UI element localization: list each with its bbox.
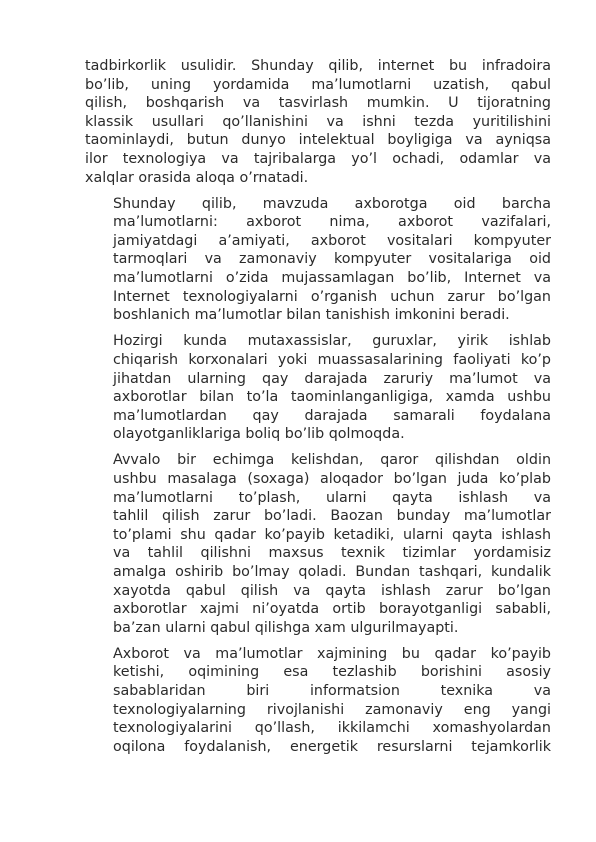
text-line: tahlil qilish zarur bo’ladi. Baozan bunday ma’lumotlar bbox=[113, 508, 551, 525]
text-line: Shunday qilib, mavzuda axborotga oid barcha bbox=[113, 195, 551, 212]
text-line: tarmoqlari va zamonaviy kompyuter vositalariga oid bbox=[113, 251, 551, 268]
text-line: Axborot va ma’lumotlar xajmining bu qadar ko’payib bbox=[113, 645, 551, 662]
text-line: Internet texnologiyalarni o’rganish uchun zarur bo’lgan bbox=[113, 288, 551, 305]
text-line: jamiyatdagi a’amiyati, axborot vositalari kompyuter bbox=[113, 232, 551, 249]
text-line: chiqarish korxonalari yoki muassasalarining faoliyati ko’p bbox=[113, 351, 551, 368]
text-line: jihatdan ularning qay darajada zaruriy ma’lumot va bbox=[113, 370, 551, 387]
text-line: axborotlar bilan to’la taominlanganligiga, xamda ushbu bbox=[113, 389, 551, 406]
text-line: oqilona foydalanish, energetik resurslarni tejamkorlik bbox=[113, 738, 551, 755]
text-line: taominlaydi, butun dunyo intelektual boyligiga va ayniqsa bbox=[85, 132, 551, 149]
text-line: va tahlil qilishni maxsus texnik tizimlar yordamisiz bbox=[113, 545, 551, 562]
text-line: to’plami shu qadar ko’payib ketadiki, ularni qayta ishlash bbox=[113, 526, 551, 543]
paragraph bbox=[85, 57, 551, 187]
paragraph bbox=[85, 451, 551, 637]
text-line: texnologiyalarini qo’llash, ikkilamchi xomashyolardan bbox=[113, 720, 551, 737]
text-line: bo’lib, uning yordamida ma’lumotlarni uzatish, qabul bbox=[85, 76, 551, 93]
text-line: qilish, boshqarish va tasvirlash mumkin. U tijoratning bbox=[85, 95, 551, 112]
text-line: sabablaridan biri informatsion texnika va bbox=[113, 683, 551, 699]
text-line: boshlanich ma’lumotlar bilan tanishish imkonini beradi. bbox=[113, 307, 510, 324]
text-line: ilor texnologiya va tajribalarga yo’l ochadi, odamlar va bbox=[85, 150, 551, 167]
text-line: xalqlar orasida aloqa o’rnatadi. bbox=[85, 169, 309, 186]
text-line: ba’zan ularni qabul qilishga xam ulgurilmayapti. bbox=[113, 619, 459, 636]
text-line: ma’lumotlardan qay darajada samarali foydalana bbox=[113, 407, 551, 424]
text-line: ma’lumotlarni: axborot nima, axborot vazifalari, bbox=[113, 214, 551, 231]
text-line: texnologiyalarning rivojlanishi zamonaviy eng yangi bbox=[113, 701, 551, 718]
text-line: axborotlar xajmi ni’oyatda ortib borayotganligi sababli, bbox=[113, 601, 551, 618]
text-line: ma’lumotlarni to’plash, ularni qayta ishlash va bbox=[113, 489, 551, 506]
text-line: ushbu masalaga (soxaga) aloqador bo’lgan juda ko’plab bbox=[113, 470, 551, 487]
text-line: olayotganliklariga boliq bo’lib qolmoqda. bbox=[113, 426, 405, 443]
text-line: amalga oshirib bo’lmay qoladi. Bundan tashqari, kundalik bbox=[113, 563, 551, 580]
text-line: tadbirkorlik usulidir. Shunday qilib, internet bu infradoira bbox=[85, 58, 551, 74]
text-line: xayotda qabul qilish va qayta ishlash zarur bo’lgan bbox=[113, 582, 551, 599]
paragraph bbox=[85, 645, 551, 757]
text-line: Avvalo bir echimga kelishdan, qaror qilishdan oldin bbox=[113, 452, 551, 469]
text-line: ma’lumotlarni o’zida mujassamlagan bo’lib, Internet va bbox=[113, 270, 551, 287]
text-line: klassik usullari qo’llanishini va ishni tezda yuritilishini bbox=[85, 113, 551, 130]
paragraph bbox=[85, 195, 551, 325]
text-line: Hozirgi kunda mutaxassislar, guruxlar, yirik ishlab bbox=[113, 333, 551, 350]
text-line: ketishi, oqimining esa tezlashib borishini asosiy bbox=[113, 664, 551, 681]
paragraph bbox=[85, 332, 551, 444]
document-body bbox=[85, 57, 551, 764]
